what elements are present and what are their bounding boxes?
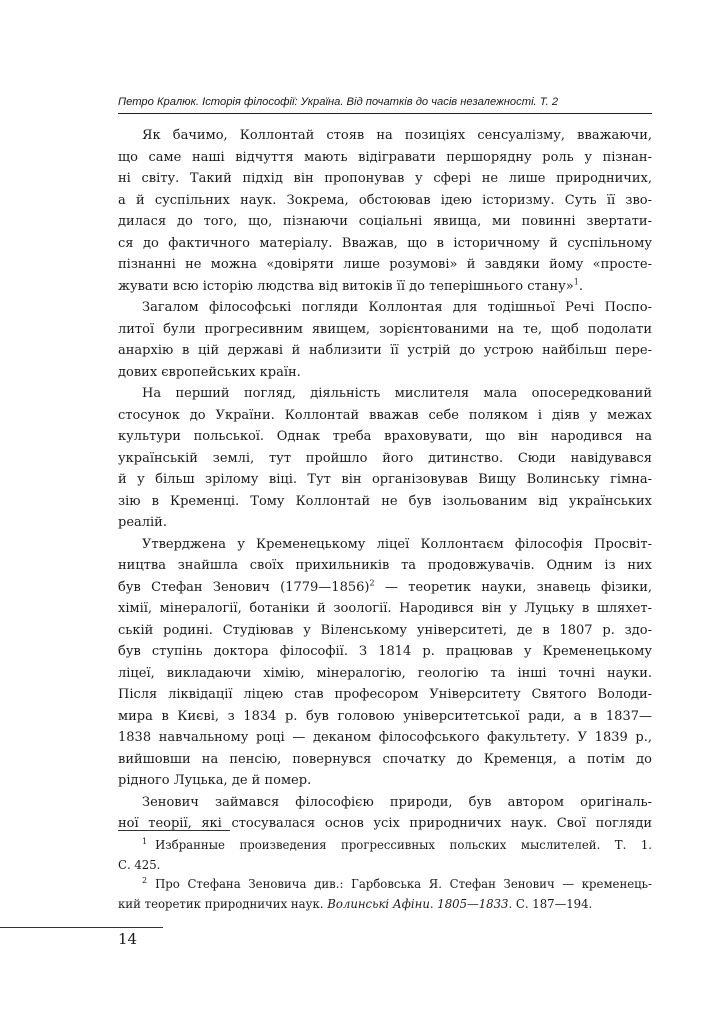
text-line: зію в Кременці. Тому Коллонтай не був ізольованим від українських <box>118 493 652 509</box>
text-line: литої були прогресивним явищем, зорієнтованими на те, щоб подолати <box>118 321 652 337</box>
page-number: 14 <box>118 930 138 948</box>
text-line: ській родині. Студіював у Віленському університеті, де в 1807 р. здо- <box>118 622 652 638</box>
footnote-1 <box>118 836 652 856</box>
footnote-text: Про Стефана Зеновича див.: Гарбовська Я. Стефан Зенович — кременець- <box>155 877 652 891</box>
text-line: Після ліквідації ліцею став професором Університету Святого Володи- <box>118 687 652 702</box>
text-line: анархію в цій державі й наблизити її устрій до устрою найбільш пере- <box>118 343 652 358</box>
text-line: Утверджена у Кременецькому ліцеї Коллонтаєм філософія Просвіт- <box>142 536 652 552</box>
footnote-ref-1: 1 <box>573 277 579 287</box>
footnote-source-title: Волинські Афіни. 1805—1833 <box>327 896 509 911</box>
footnote-2-cont <box>118 895 652 915</box>
footnote-ref-2: 2 <box>369 578 375 588</box>
text-line: Загалом філософські погляди Коллонтая для тодішньої Речі Поспо- <box>142 300 652 315</box>
body-text <box>118 125 652 835</box>
footnote-rule <box>118 830 230 831</box>
text-line: реалій. <box>118 515 167 530</box>
footnote-2 <box>118 875 652 895</box>
text-line: пізнанні не можна «довіряти лише розумові» й завдяки йому «просте- <box>118 257 652 272</box>
text-line: а й суспільних наук. Зокрема, обстоював ідею історизму. Суть її зво- <box>118 192 652 208</box>
header-rule <box>118 113 652 114</box>
text-line: ної теорії, які стосувалася основ усіх природничих наук. Свої погляди <box>118 816 652 831</box>
text-line: й у більш зрілому віці. Тут він організовував Вищу Волинську гімна- <box>118 472 652 487</box>
text-line: хімії, мінералогії, ботаніки й зоології. Народився він у Луцьку в шляхет- <box>118 601 652 616</box>
footnote-mark: 2 <box>142 876 148 886</box>
text-line: мира в Києві, з 1834 р. був головою університетської ради, а в 1837— <box>118 708 652 724</box>
text-line: Зенович займався філософією природи, був автором оригіналь- <box>142 794 652 810</box>
running-head: Петро Кралюк. Історія філософії: Україна. Від початків до часів незалежності. Т. 2 <box>118 96 559 108</box>
text-segment: жувати всю історію людства від витоків її до теперішнього стану» <box>118 278 574 294</box>
footnote-mark: 1 <box>142 837 148 847</box>
text-line: дилася до того, що, пізнаючи соціальні явища, ми повинні звертати- <box>118 214 652 229</box>
text-line: що саме наші відчуття мають відігравати першорядну роль у пізнан- <box>118 149 652 165</box>
footnotes <box>118 836 652 914</box>
footnote-text: кий теоретик природничих наук. <box>118 896 328 911</box>
text-line: культури польської. Однак треба враховувати, що він народився на <box>118 429 652 444</box>
footnote-1-cont: С. 425. <box>118 857 161 872</box>
footnote-text: . С. 187—194. <box>508 896 593 911</box>
text-line: ництва знайшла своїх прихильників та продовжувачів. Одним із них <box>118 558 652 573</box>
text-segment: був Стефан Зенович (1779—1856) <box>118 579 370 595</box>
text-line: На перший погляд, діяльність мислителя мала опосередкований <box>142 386 652 401</box>
text-line: ні світу. Такий підхід він пропонував у сфері не лише природничих, <box>118 171 652 186</box>
text-line <box>118 577 652 599</box>
page-number-rule <box>0 927 163 928</box>
text-line: вийшовши на пенсію, повернувся спочатку до Кременця, а потім до <box>118 751 652 767</box>
text-line: стосунок до України. Коллонтай вважав себе поляком і діяв у межах <box>118 407 652 423</box>
text-line: ся до фактичного матеріалу. Вважав, що в історичному й суспільному <box>118 235 652 251</box>
text-line: Як бачимо, Коллонтай стояв на позиціях сенсуалізму, вважаючи, <box>142 128 652 143</box>
footnote-text: Избранные произведения прогрессивных польских мыслителей. Т. 1. <box>155 838 652 852</box>
text-line: українській землі, тут пройшло його дитинство. Сюди навідувався <box>118 450 652 466</box>
text-segment: — теоретик науки, знавець фізики, <box>374 579 652 595</box>
text-line: дових європейських країн. <box>118 364 301 380</box>
text-line: був ступінь доктора філософії. З 1814 р. працював у Кременецькому <box>118 644 652 659</box>
text-line: жувати всю історію людства від витоків її до теперішнього стану»$^1$. <box>118 277 583 294</box>
text-line: ліцеї, викладаючи хімію, мінералогію, геологію та інші точні науки. <box>118 665 652 681</box>
text-line: рідного Луцька, де й помер. <box>118 773 312 788</box>
text-line: 1838 навчальному році — деканом філософського факультету. У 1839 р., <box>118 730 652 745</box>
